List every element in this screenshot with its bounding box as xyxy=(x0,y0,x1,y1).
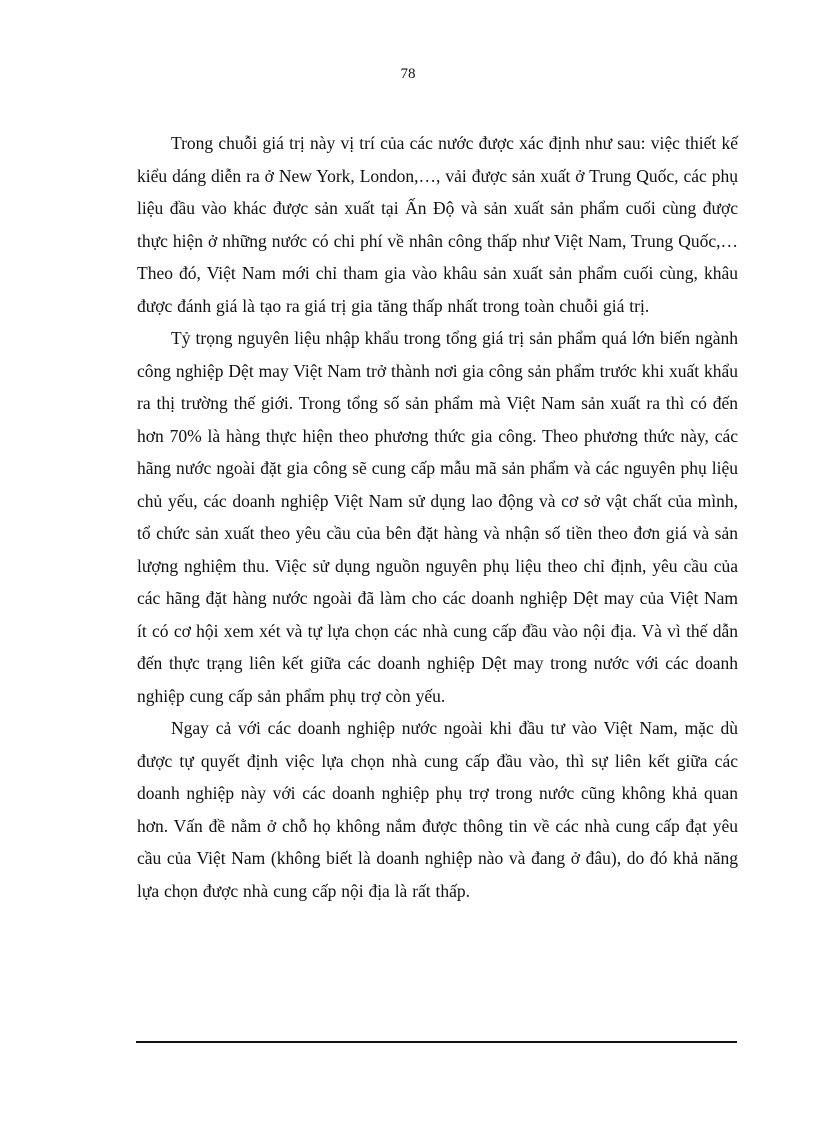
paragraph-import-ratio: Tỷ trọng nguyên liệu nhập khẩu trong tổng giá trị sản phẩm quá lớn biến ngành công nghiệp Dệt may Việt Nam trở thành nơi gia công sản phẩm trước khi xuất khẩu ra thị trường thế giới. Trong tổng số sản phẩm mà Việt Nam sản xuất ra thì có đến hơn 70% là hàng thực hiện theo phương thức gia công. Theo phương thức này, các hãng nước ngoài đặt gia công sẽ cung cấp mẫu mã sản phẩm và các nguyên phụ liệu chủ yếu, các doanh nghiệp Việt Nam sử dụng lao động và cơ sở vật chất của mình, tổ chức sản xuất theo yêu cầu của bên đặt hàng và nhận số tiền theo đơn giá và sản lượng nghiệm thu. Việc sử dụng nguồn nguyên phụ liệu theo chỉ định, yêu cầu của các hãng đặt hàng nước ngoài đã làm cho các doanh nghiệp Dệt may của Việt Nam ít có cơ hội xem xét và tự lựa chọn các nhà cung cấp đầu vào nội địa. Và vì thế dẫn đến thực trạng liên kết giữa các doanh nghiệp Dệt may trong nước với các doanh nghiệp cung cấp sản phẩm phụ trợ còn yếu. xyxy=(137,328,738,706)
body-text xyxy=(137,127,738,907)
paragraph-value-chain: Trong chuỗi giá trị này vị trí của các nước được xác định như sau: việc thiết kế kiểu dáng diễn ra ở New York, London,…, vải được sản xuất ở Trung Quốc, các phụ liệu đầu vào khác được sản xuất tại Ấn Độ và sản xuất sản phẩm cuối cùng được thực hiện ở những nước có chi phí về nhân công thấp như Việt Nam, Trung Quốc,… Theo đó, Việt Nam mới chỉ tham gia vào khâu sản xuất sản phẩm cuối cùng, khâu được đánh giá là tạo ra giá trị gia tăng thấp nhất trong toàn chuỗi giá trị. xyxy=(137,133,738,316)
page-number: 78 xyxy=(400,66,416,82)
paragraph-foreign-enterprises: Ngay cả với các doanh nghiệp nước ngoài khi đầu tư vào Việt Nam, mặc dù được tự quyết định việc lựa chọn nhà cung cấp đầu vào, thì sự liên kết giữa các doanh nghiệp này với các doanh nghiệp phụ trợ trong nước cũng không khả quan hơn. Vấn đề nằm ở chỗ họ không nắm được thông tin về các nhà cung cấp đạt yêu cầu của Việt Nam (không biết là doanh nghiệp nào và đang ở đâu), do đó khả năng lựa chọn được nhà cung cấp nội địa là rất thấp. xyxy=(137,718,738,901)
footer-divider xyxy=(136,1041,737,1043)
